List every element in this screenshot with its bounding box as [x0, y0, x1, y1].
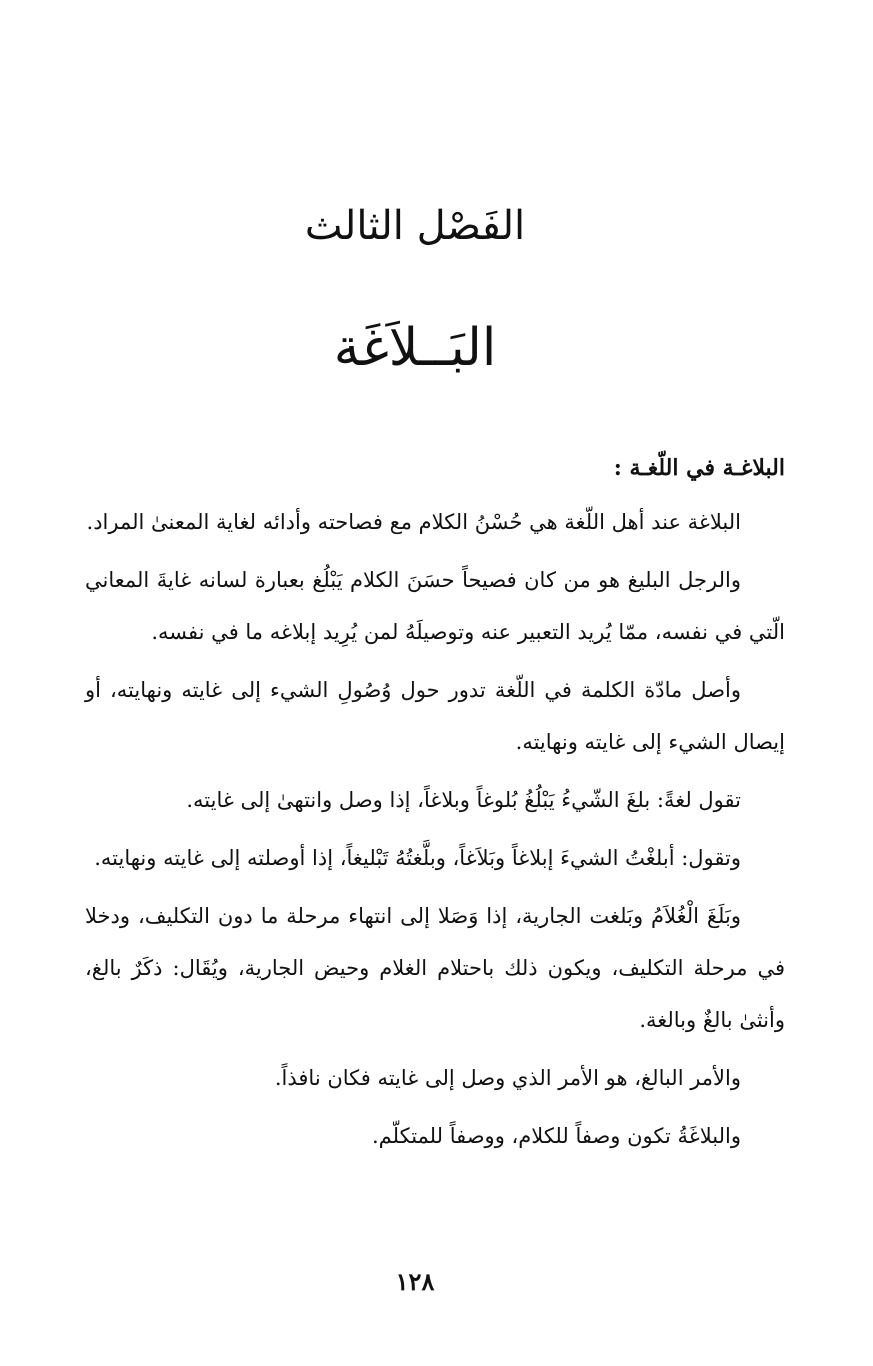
paragraph-usage-three: وبَلَغَ الْغُلاَمُ وبَلغت الجارية، إذا وَصَلا إلى انتهاء مرحلة ما دون التكليف، ودخلا في مرحلة التكليف، ويكون ذلك باحتلام الغلام وحيض الجارية، ويُقَال: ذكَرٌ بالغ، وأنثىٰ بالغٌ وبالغة.	[85, 904, 785, 1032]
chapter-label: الفَصْل الثالث	[304, 203, 526, 249]
chapter-title: البَــلاَغَة	[333, 318, 497, 378]
page-number: ١٢٨	[395, 1267, 435, 1296]
paragraph-usage-one: تقول لغةً: بلغَ الشّيءُ يَبْلُغُ بُلوغاً وبلاغاً، إذا وصل وانتهىٰ إلى غايته.	[186, 788, 741, 812]
section-heading: البلاغـة في اللّغـة :	[613, 455, 785, 481]
paragraph-usage-two: وتقول: أبلغْتُ الشيءَ إبلاغاً وبَلاَغاً، وبلَّغتُهُ تَبْليغاً، إذا أوصلته إلى غايته ونهايته.	[94, 846, 741, 870]
paragraph-definition: البلاغة عند أهل اللّغة هي حُسْنُ الكلام مع فصاحته وأدائه لغاية المعنىٰ المراد.	[86, 510, 741, 534]
paragraph-eloquent-man: والرجل البليغ هو من كان فصيحاً حسَنَ الكلام يَبْلُغ بعبارة لسانه غايةَ المعاني الّتي في نفسه، ممّا يُريد التعبير عنه وتوصيلَهُ لمن يُرِيد إبلاغه ما في نفسه.	[85, 568, 785, 644]
page-body	[85, 446, 785, 1168]
paragraph-usage-five: والبلاغَةُ تكون وصفاً للكلام، ووصفاً للمتكلّم.	[372, 1124, 741, 1148]
paragraph-word-root: وأصل مادّة الكلمة في اللّغة تدور حول وُصُولِ الشيء إلى غايته ونهايته، أو إيصال الشيء إلى غايته ونهايته.	[85, 678, 785, 754]
paragraph-usage-four: والأمر البالغ، هو الأمر الذي وصل إلى غايته فكان نافذاً.	[274, 1066, 741, 1090]
